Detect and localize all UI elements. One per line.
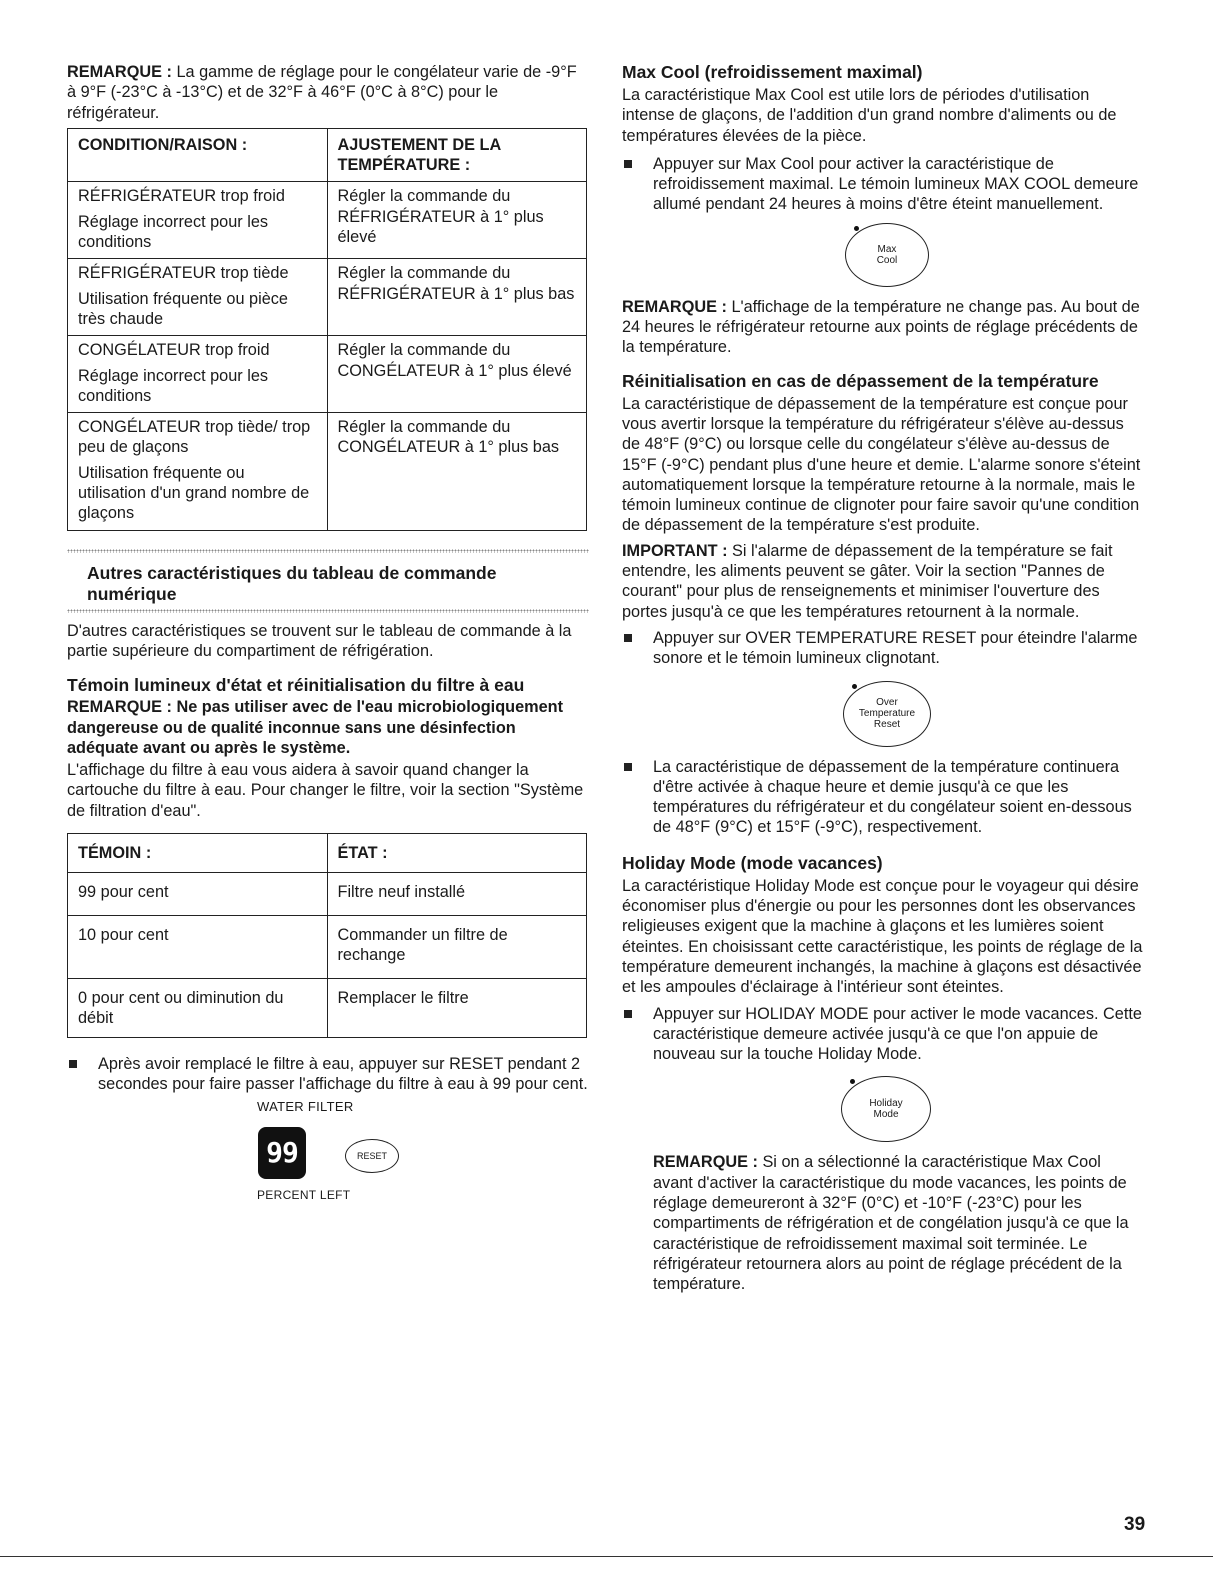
table-header-row xyxy=(68,834,587,873)
maxcool-heading: Max Cool (refroidissement maximal) xyxy=(622,62,923,82)
table-row: 10 pour cent Commander un filtre de rechange xyxy=(68,916,587,979)
percent-left-label: PERCENT LEFT xyxy=(257,1187,351,1202)
bottom-rule xyxy=(0,1556,1213,1557)
table-row: RÉFRIGÉRATEUR trop froid Réglage incorrect pour les conditions Régler la commande du RÉFRIGÉRATEUR à 1° plus élevé xyxy=(68,182,587,259)
filter-text: L'affichage du filtre à eau vous aidera à savoir quand changer la cartouche du filtre à eau. Pour changer le filtre, voir la section "Système de filtration d'eau". xyxy=(67,761,584,820)
left-column xyxy=(67,62,589,1215)
holiday-mode-button[interactable]: Holiday Mode xyxy=(841,1076,931,1142)
intro-note: REMARQUE : La gamme de réglage pour le congélateur varie de -9°F à 9°F (-23°C à -13°C) et de 32°F à 46°F (0°C à 8°C) pour le réfrigérateur. xyxy=(67,63,577,122)
over-temperature-bullet: Appuyer sur OVER TEMPERATURE RESET pour éteindre l'alarme sonore et le témoin lumineux clignotant. xyxy=(622,628,1144,669)
header-adjustment: AJUSTEMENT DE LA TEMPÉRATURE : xyxy=(327,128,587,182)
holiday-icon-area xyxy=(622,1064,1144,1152)
over-temperature-reset-button[interactable]: Over Temperature Reset xyxy=(843,681,931,747)
filter-status-table xyxy=(67,833,587,1038)
holiday-note: REMARQUE : Si on a sélectionné la caractéristique Max Cool avant d'activer la caractéristique du mode vacances, les points de réglage demeureront à 32°F (0°C) et -10°F (-23°C) pour les compartiments de réfrigération et de congélation jusqu'à ce que la caractéristique de refroidissement maximal soit terminée. Le réfrigérateur retournera alors au point de réglage précédent de la température. xyxy=(653,1153,1129,1294)
divider xyxy=(67,549,589,553)
important-note: IMPORTANT : Si l'alarme de dépassement de la température se fait entendre, les aliments peuvent se gâter. Voir la section "Pannes de courant" pour plus de renseignements et minimiser l'ouverture des portes jusqu'à ce que les températures retournent à la normale. xyxy=(622,541,1113,621)
header-state: ÉTAT : xyxy=(327,834,587,873)
temperature-adjustment-table xyxy=(67,128,587,531)
header-indicator: TÉMOIN : xyxy=(68,834,328,873)
header-condition: CONDITION/RAISON : xyxy=(68,128,328,182)
maxcool-icon-area xyxy=(622,215,1144,297)
table-row: 0 pour cent ou diminution du débit Remplacer le filtre xyxy=(68,979,587,1038)
over-temperature-text: La caractéristique de dépassement de la température est conçue pour vous avertir lorsque la température du réfrigérateur s'élève au-dessus de 48°F (9°C) ou lorsque celle du congélateur s'élève au-dessus de 15°F (-9°C) pendant plus d'une heure et demie. L'alarme sonore s'éteint automatiquement lorsque la température retourne à la normale, mais le témoin lumineux continue de clignoter pour faire savoir qu'une condition de dépassement de la température s'est produite. xyxy=(622,394,1141,535)
holiday-heading: Holiday Mode (mode vacances) xyxy=(622,852,883,873)
section-text: D'autres caractéristiques se trouvent sur le tableau de commande à la partie supérieure du compartiment de réfrigération. xyxy=(67,621,572,660)
maxcool-note: REMARQUE : L'affichage de la température ne change pas. Au bout de 24 heures le réfrigérateur retourne aux points de réglage précédents de la température. xyxy=(622,297,1140,357)
filter-heading: Témoin lumineux d'état et réinitialisation du filtre à eau xyxy=(67,675,525,696)
divider xyxy=(67,609,589,613)
water-filter-label: WATER FILTER xyxy=(257,1098,354,1114)
max-cool-button[interactable]: Max Cool xyxy=(845,223,929,287)
holiday-text: La caractéristique Holiday Mode est conçue pour le voyageur qui désire économiser plus d'énergie ou pour les personnes dont les observances religieuses exigent que la machine à glaçons et les lumières soient éteintes. En choisissant cette caractéristique, les points de réglage de la température demeurent inchangés, la machine à glaçons est désactivée et les ampoules d'éclairage à l'intérieur sont éteintes. xyxy=(622,876,1143,997)
reset-button[interactable]: RESET xyxy=(345,1139,399,1173)
table-row: CONGÉLATEUR trop tiède/ trop peu de glaçons Utilisation fréquente ou utilisation d'un grand nombre de glaçons Régler la commande du CONGÉLATEUR à 1° plus bas xyxy=(68,413,587,530)
over-temperature-bullet-2: La caractéristique de dépassement de la température continuera d'être activée à chaque heure et demie jusqu'à ce que les températures du réfrigérateur et du congélateur soient en-dessous de 48°F (9°C) et 15°F (-9°C), respectivement. xyxy=(622,757,1144,838)
table-row: RÉFRIGÉRATEUR trop tiède Utilisation fréquente ou pièce très chaude Régler la commande du RÉFRIGÉRATEUR à 1° plus bas xyxy=(68,259,587,336)
holiday-bullet: Appuyer sur HOLIDAY MODE pour activer le mode vacances. Cette caractéristique demeure activée jusqu'à ce que l'on appuie de nouveau sur la touche Holiday Mode. xyxy=(622,1004,1144,1065)
section-heading: Autres caractéristiques du tableau de commande numérique xyxy=(87,562,497,604)
filter-display: 99 xyxy=(258,1127,306,1179)
page-number: 39 xyxy=(1124,1514,1146,1535)
maxcool-bullet: Appuyer sur Max Cool pour activer la caractéristique de refroidissement maximal. Le témoin lumineux MAX COOL demeure allumé pendant 24 heures à moins d'être éteint manuellement. xyxy=(622,154,1144,215)
table-row: 99 pour cent Filtre neuf installé xyxy=(68,873,587,916)
table-header-row xyxy=(68,128,587,182)
table-row: CONGÉLATEUR trop froid Réglage incorrect pour les conditions Régler la commande du CONGÉLATEUR à 1° plus élevé xyxy=(68,336,587,413)
maxcool-text: La caractéristique Max Cool est utile lors de périodes d'utilisation intense de glaçons, de l'addition d'un grand nombre d'aliments ou de températures élevées de la pièce. xyxy=(622,86,1117,145)
water-filter-panel xyxy=(67,1095,589,1215)
right-column xyxy=(622,62,1144,1294)
over-temperature-icon-area xyxy=(622,669,1144,757)
over-temperature-heading: Réinitialisation en cas de dépassement de la température xyxy=(622,370,1099,391)
filter-warning: REMARQUE : Ne pas utiliser avec de l'eau microbiologiquement dangereuse ou de qualité inconnue sans une désinfection adéquate avant ou après le système. xyxy=(67,698,564,757)
reset-bullet: Après avoir remplacé le filtre à eau, appuyer sur RESET pendant 2 secondes pour faire passer l'affichage du filtre à eau à 99 pour cent. xyxy=(67,1054,589,1095)
